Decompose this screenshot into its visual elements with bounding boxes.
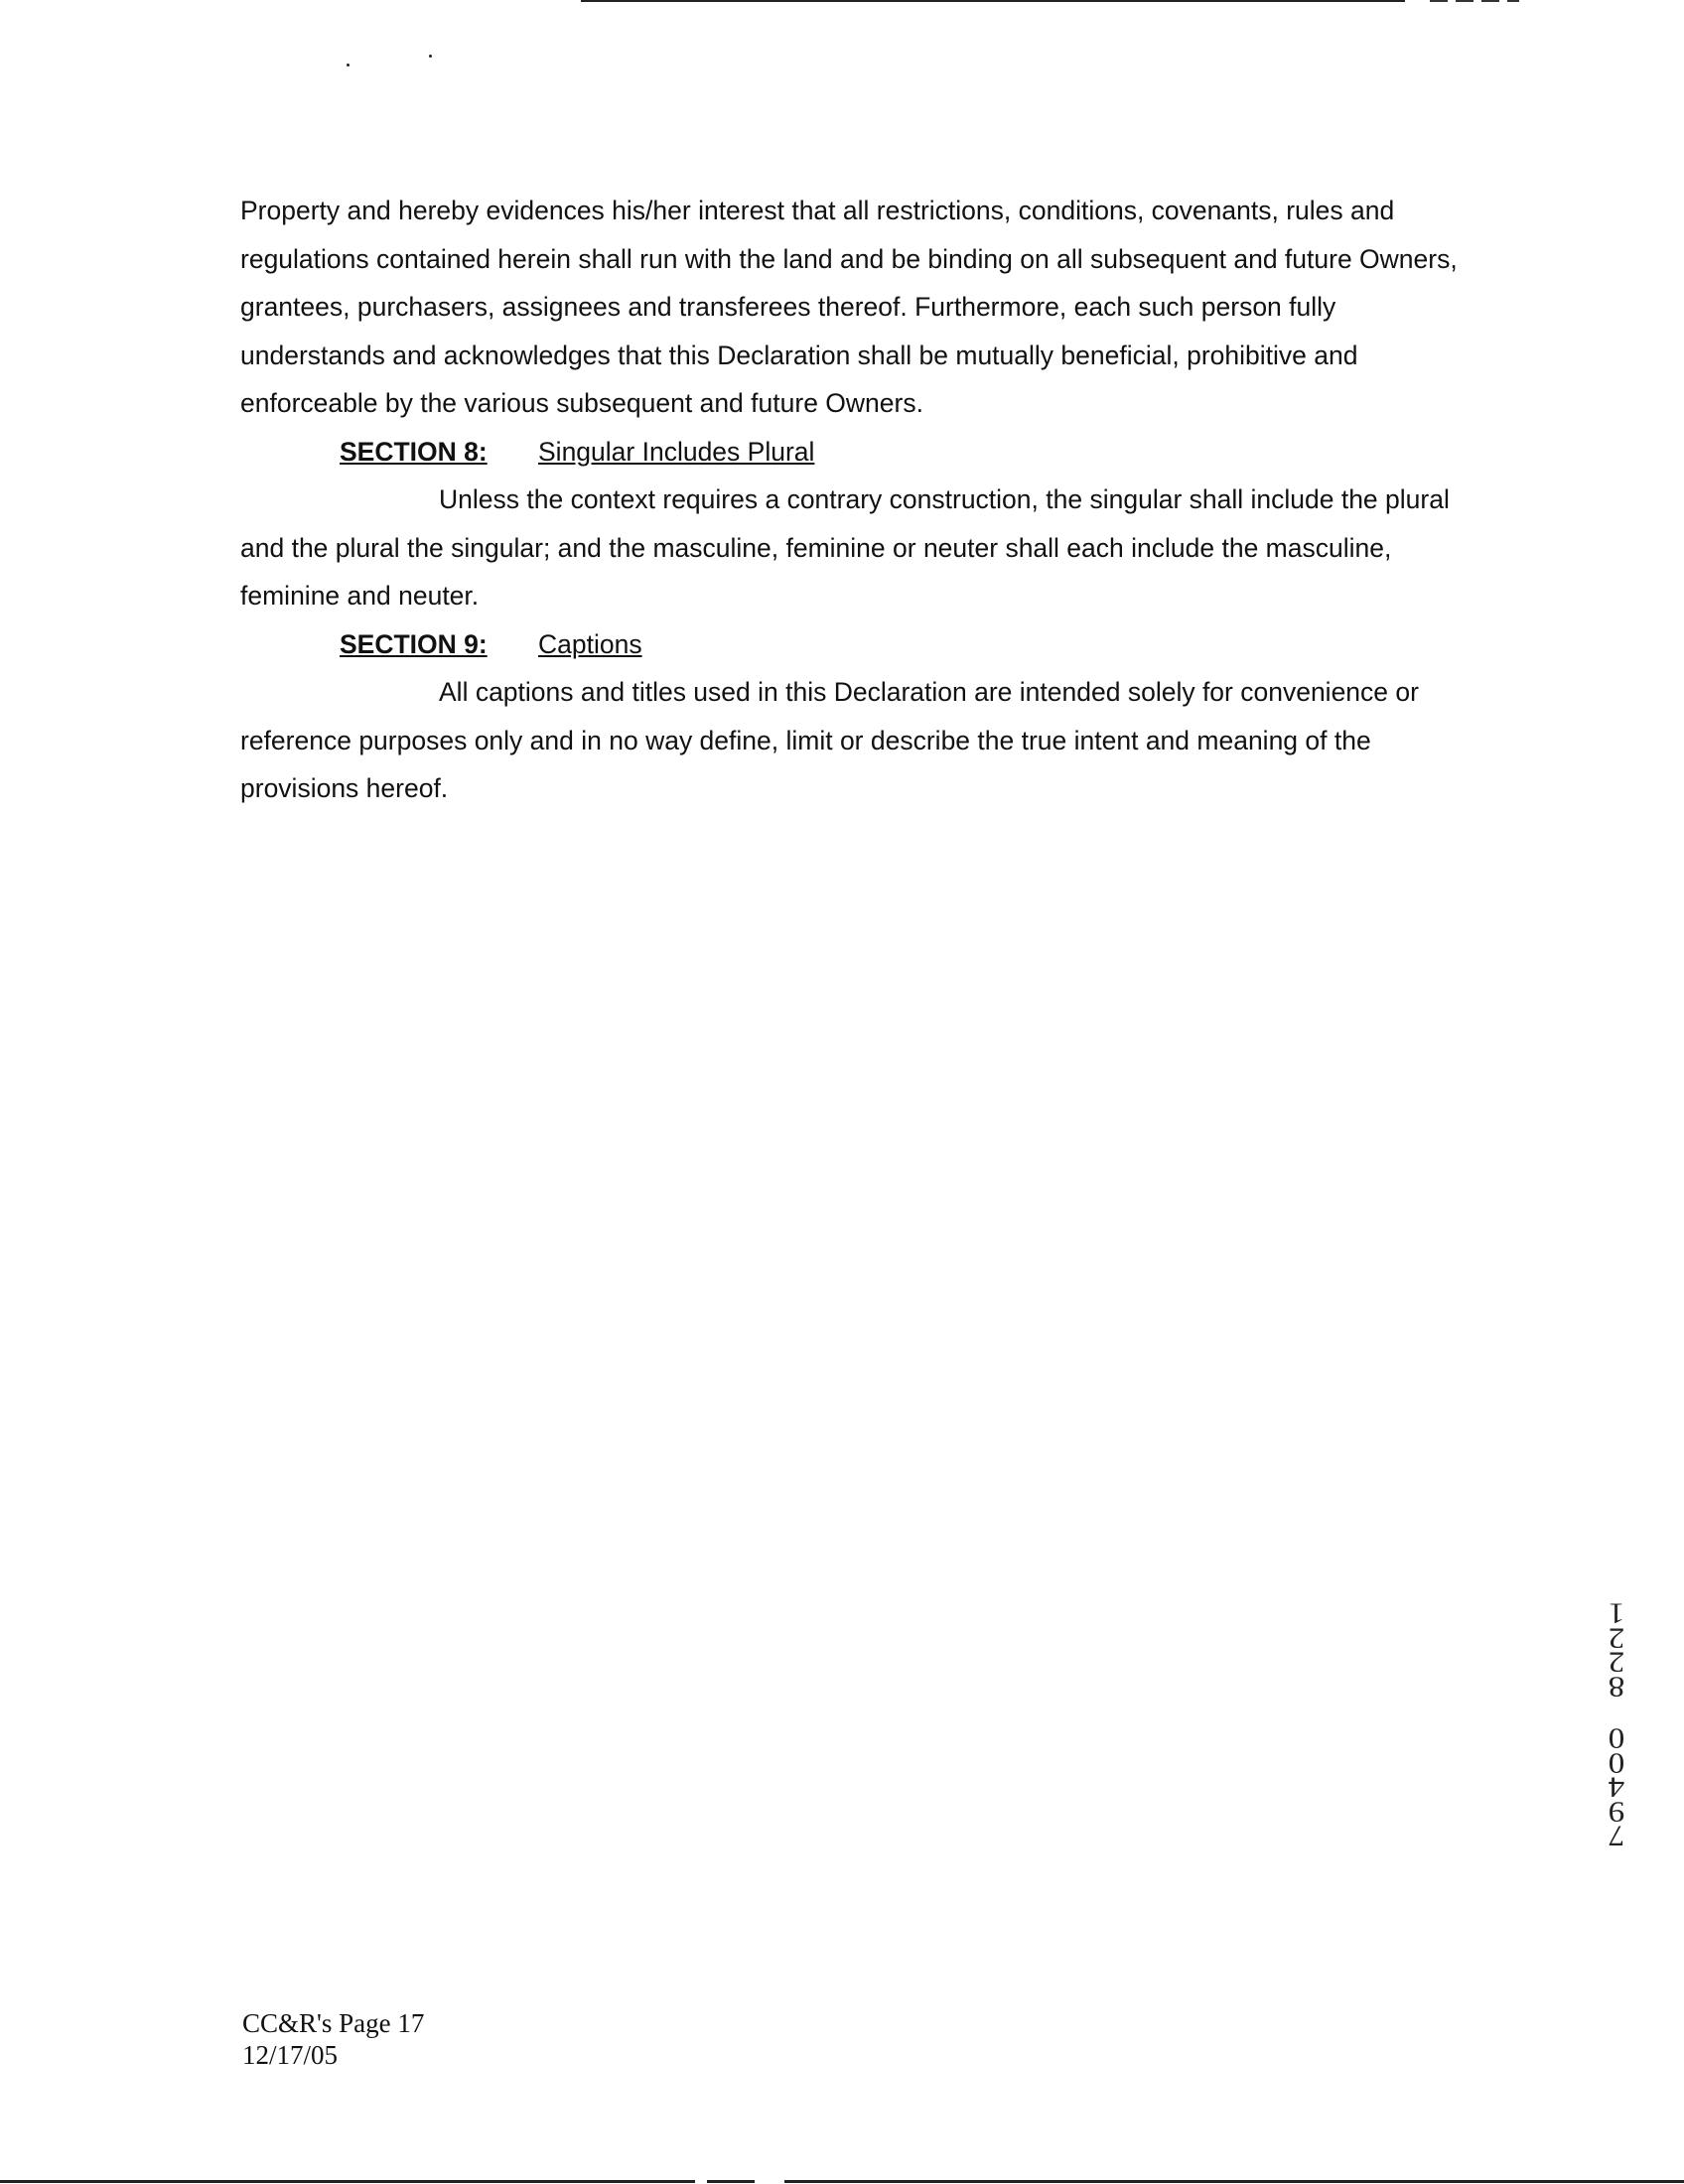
document-body [240,187,1531,813]
text-line: and the plural the singular; and the masculine, feminine or neuter shall each include the masculine, [240,532,1392,563]
bates-digit: 2 [1608,1621,1625,1654]
bates-digit: 0 [1608,1746,1625,1779]
section-9-heading [240,620,1531,669]
bates-digit: 9 [1608,1795,1625,1828]
bates-digit: 0 [1608,1721,1625,1755]
scan-edge-top [581,0,1405,2]
bates-digit: 8 [1608,1670,1625,1703]
text-line: provisions hereof. [240,773,449,803]
scan-edge-bottom [0,2180,1684,2183]
text-line: grantees, purchasers, assignees and transferees thereof. Furthermore, each such person fully [240,292,1336,322]
section-8-title: Singular Includes Plural [538,436,815,467]
section-8-paragraph [240,476,1531,620]
text-line: reference purposes only and in no way define, limit or describe the true intent and meaning of the [240,725,1371,755]
bates-digit: 2 [1608,1645,1625,1679]
scan-edge-top-fragment [1430,0,1519,2]
text-line: regulations contained herein shall run with the land and be binding on all subsequent and future Owners, [240,243,1458,274]
section-9-title: Captions [538,628,642,659]
page-footer [242,2007,424,2071]
section-8-label: SECTION 8: [340,436,488,467]
text-line: Property and hereby evidences his/her interest that all restrictions, conditions, covenants, rules and [240,196,1395,225]
text-line: understands and acknowledges that this Declaration shall be mutually beneficial, prohibitive and [240,340,1358,370]
intro-paragraph [240,187,1531,428]
bates-digit: 1 [1608,1596,1625,1630]
scan-speck [429,55,432,58]
section-9-label: SECTION 9: [340,628,488,659]
text-line: feminine and neuter. [240,581,480,611]
bates-stamp [1597,1596,1636,1852]
footer-date: 12/17/05 [242,2040,339,2070]
section-8-heading [240,428,1531,477]
text-line: enforceable by the various subsequent and future Owners. [240,388,923,418]
text-line: All captions and titles used in this Declaration are intended solely for convenience or [439,677,1419,707]
text-line: Unless the context requires a contrary construction, the singular shall include the plural [439,484,1450,514]
bates-digit: 4 [1608,1770,1625,1804]
section-9-paragraph [240,668,1531,813]
footer-page-label: CC&R's Page 17 [242,2008,425,2038]
scan-speck [347,64,350,67]
bates-digit: 7 [1608,1819,1625,1852]
